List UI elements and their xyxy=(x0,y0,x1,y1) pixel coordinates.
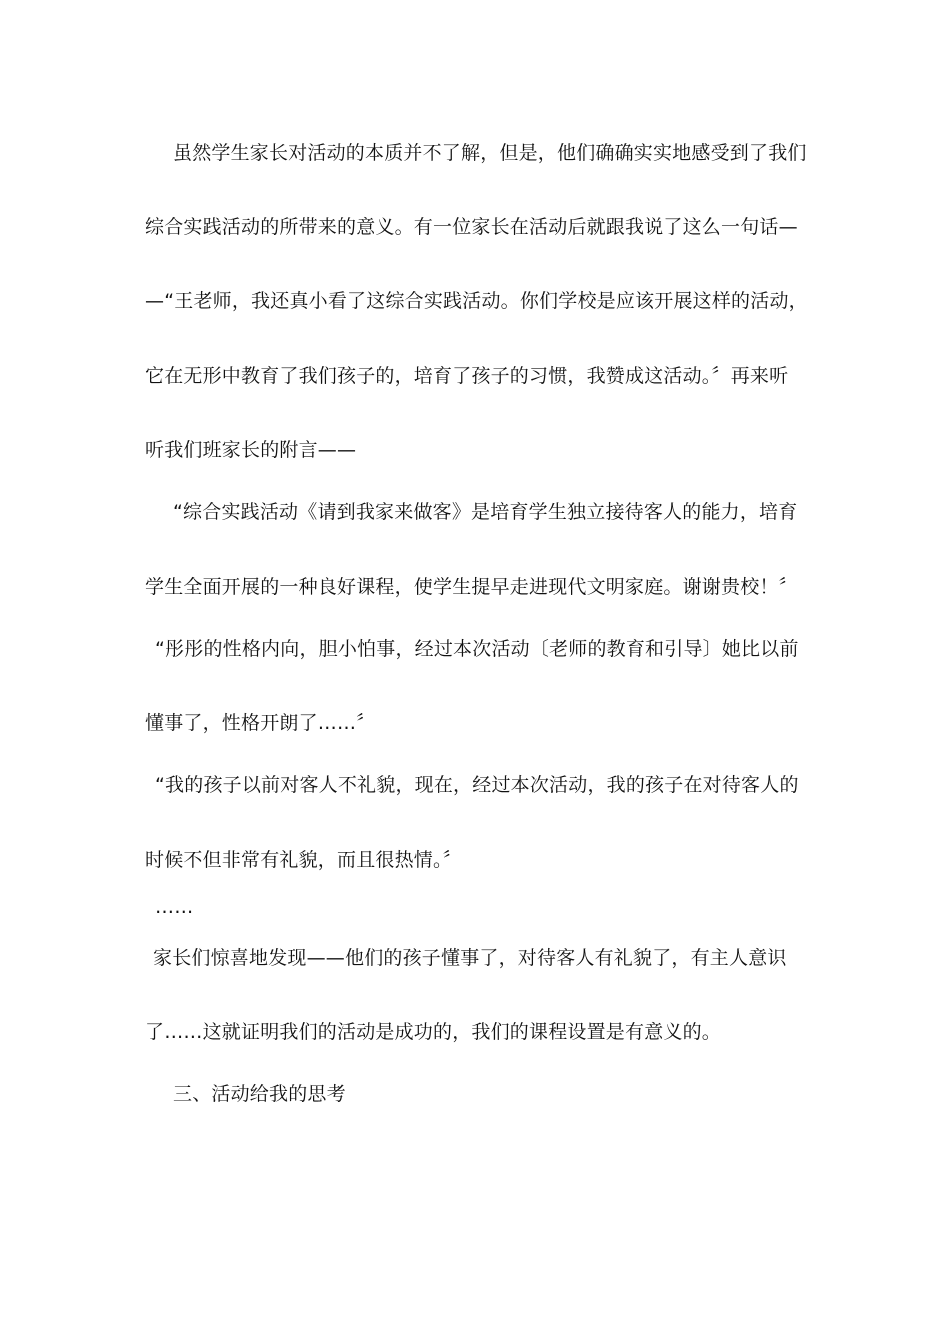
text-line: 时候不但非常有礼貌，而且很热情。〞 xyxy=(145,849,462,871)
text-line: “我的孩子以前对客人不礼貌，现在，经过本次活动，我的孩子在对待客人的 xyxy=(155,774,799,796)
text-line: 懂事了，性格开朗了……〞 xyxy=(145,712,376,734)
text-line: 综合实践活动的所带来的意义。有一位家长在活动后就跟我说了这么一句话— xyxy=(145,216,798,238)
text-line: 了……这就证明我们的活动是成功的，我们的课程设置是有意义的。 xyxy=(145,1021,722,1043)
text-line: …… xyxy=(155,896,194,918)
section-heading: 三、活动给我的思考 xyxy=(173,1083,346,1105)
text-line: 它在无形中教育了我们孩子的，培育了孩子的习惯，我赞成这活动。〞再来听 xyxy=(145,365,789,387)
text-line: —“王老师，我还真小看了这综合实践活动。你们学校是应该开展这样的活动， xyxy=(145,290,808,312)
text-line: “彤彤的性格内向，胆小怕事，经过本次活动〔老师的教育和引导〕她比以前 xyxy=(155,638,799,660)
text-line: “综合实践活动《请到我家来做客》是培育学生独立接待客人的能力，培育 xyxy=(173,501,798,523)
text-line: 虽然学生家长对活动的本质并不了解，但是，他们确确实实地感受到了我们 xyxy=(173,142,807,164)
text-line: 听我们班家长的附言—— xyxy=(145,439,357,461)
text-line: 学生全面开展的一种良好课程，使学生提早走进现代文明家庭。谢谢贵校！〞 xyxy=(145,576,798,598)
text-line: 家长们惊喜地发现——他们的孩子懂事了，对待客人有礼貌了，有主人意识 xyxy=(153,947,787,969)
